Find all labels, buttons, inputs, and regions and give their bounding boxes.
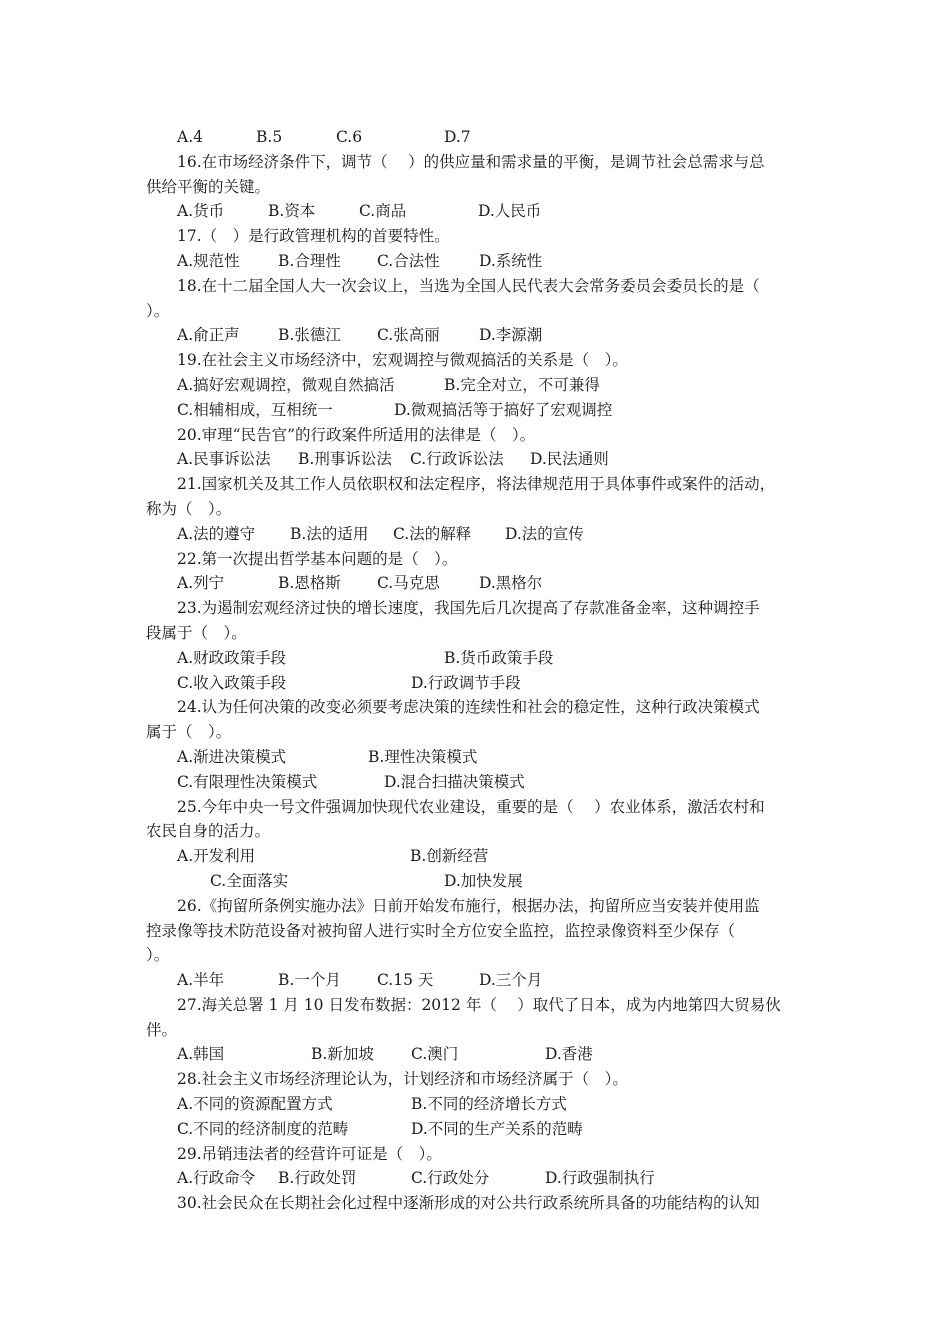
answer-option: C.6 <box>336 128 363 146</box>
answer-option: A.韩国 <box>177 1045 225 1064</box>
question-text: 23.为遏制宏观经济过快的增长速度，我国先后几次提高了存款准备金率，这种调控手 <box>177 599 760 618</box>
answer-option: A.渐进决策模式 <box>177 747 287 766</box>
answer-option: A.开发利用 <box>177 847 256 866</box>
answer-option: D.黑格尔 <box>479 574 543 593</box>
answer-options-row <box>146 373 816 398</box>
answer-option: D.李源潮 <box>479 326 543 345</box>
question-text: 17.（ ）是行政管理机构的首要特性。 <box>177 227 450 246</box>
answer-option: D.三个月 <box>479 971 543 990</box>
question-text-continued: 称为（ ）。 <box>146 499 232 518</box>
answer-option: A.4 <box>177 128 203 146</box>
question-text: 30.社会民众在长期社会化过程中逐渐形成的对公共行政系统所具备的功能结构的认知 <box>177 1194 760 1213</box>
answer-options-row <box>146 398 816 423</box>
answer-option: A.半年 <box>177 971 225 990</box>
answer-options-row <box>146 199 816 224</box>
answer-option: D.混合扫描决策模式 <box>384 772 525 791</box>
answer-option: A.法的遵守 <box>177 524 256 543</box>
answer-option: A.规范性 <box>177 251 240 270</box>
answer-option: B.法的适用 <box>290 524 369 543</box>
answer-options-row <box>146 323 816 348</box>
answer-option: A.财政政策手段 <box>177 648 287 667</box>
answer-options-row <box>146 522 816 547</box>
question-text-continued: 农民自身的活力。 <box>146 822 271 841</box>
answer-option: C.张高丽 <box>377 326 440 345</box>
answer-option: B.新加坡 <box>311 1045 374 1064</box>
answer-option: D.系统性 <box>479 251 543 270</box>
answer-option: B.完全对立，不可兼得 <box>444 375 600 394</box>
answer-option: B.不同的经济增长方式 <box>411 1095 567 1114</box>
question-text: 26.《拘留所条例实施办法》日前开始发布施行，根据办法，拘留所应当安装并使用监 <box>177 896 760 915</box>
answer-option: B.资本 <box>268 202 316 221</box>
answer-options-row <box>146 745 816 770</box>
answer-option: D.法的宣传 <box>505 524 584 543</box>
answer-options-row <box>146 249 816 274</box>
answer-option: A.不同的资源配置方式 <box>177 1095 333 1114</box>
answer-option: D.微观搞活等于搞好了宏观调控 <box>394 400 613 419</box>
answer-option: C.相辅相成，互相统一 <box>177 400 333 419</box>
question-text-continued: 控录像等技术防范设备对被拘留人进行实时全方位安全监控，监控录像资料至少保存（ <box>146 921 736 940</box>
answer-option: B.行政处罚 <box>278 1169 357 1188</box>
answer-options-row <box>146 571 816 596</box>
question-text: 28.社会主义市场经济理论认为，计划经济和市场经济属于（ ）。 <box>177 1070 628 1089</box>
answer-option: D.加快发展 <box>444 871 523 890</box>
answer-option: C.合法性 <box>377 251 440 270</box>
answer-option: B.5 <box>256 128 283 146</box>
answer-option: C.有限理性决策模式 <box>177 772 318 791</box>
answer-option: A.民事诉讼法 <box>177 450 271 469</box>
answer-options-row <box>146 447 816 472</box>
question-text: 21.国家机关及其工作人员依职权和法定程序，将法律规范用于具体事件或案件的活动， <box>177 475 776 494</box>
question-text-continued: ）。 <box>146 946 170 965</box>
answer-option: D.人民币 <box>478 202 542 221</box>
question-text-continued: 段属于（ ）。 <box>146 623 247 642</box>
answer-options-row <box>146 1166 816 1191</box>
answer-option: B.刑事诉讼法 <box>298 450 392 469</box>
answer-option: C.15 天 <box>377 971 434 990</box>
answer-options-row <box>146 869 816 894</box>
answer-option: B.合理性 <box>278 251 341 270</box>
answer-option: C.收入政策手段 <box>177 673 287 692</box>
question-text: 20.审理“民告官”的行政案件所适用的法律是（ ）。 <box>177 425 536 444</box>
answer-option: B.一个月 <box>278 971 341 990</box>
question-text: 22.第一次提出哲学基本问题的是（ ）。 <box>177 549 458 568</box>
answer-option: C.行政诉讼法 <box>410 450 504 469</box>
exam-document <box>146 125 816 1216</box>
question-text-continued: 属于（ ）。 <box>146 723 232 742</box>
answer-option: C.全面落实 <box>210 871 289 890</box>
question-text: 19.在社会主义市场经济中，宏观调控与微观搞活的关系是（ ）。 <box>177 351 628 370</box>
answer-option: A.搞好宏观调控，微观自然搞活 <box>177 375 395 394</box>
answer-options-row <box>146 770 816 795</box>
question-text-continued: ）。 <box>146 301 170 320</box>
answer-option: C.行政处分 <box>411 1169 490 1188</box>
answer-option: C.马克思 <box>377 574 440 593</box>
question-text-continued: 伴。 <box>146 1020 178 1039</box>
question-text: 27.海关总署 1 月 10 日发布数据：2012 年（ ）取代了日本，成为内地第四大贸易伙 <box>177 995 781 1014</box>
answer-option: D.7 <box>444 128 471 146</box>
answer-options-row <box>146 125 816 150</box>
answer-option: D.香港 <box>545 1045 593 1064</box>
answer-options-row <box>146 1092 816 1117</box>
question-text: 24.认为任何决策的改变必须要考虑决策的连续性和社会的稳定性，这种行政决策模式 <box>177 698 760 717</box>
answer-option: D.行政调节手段 <box>411 673 521 692</box>
answer-options-row <box>146 1042 816 1067</box>
answer-option: D.行政强制执行 <box>545 1169 655 1188</box>
question-text: 16.在市场经济条件下，调节（ ）的供应量和需求量的平衡，是调节社会总需求与总 <box>177 152 765 171</box>
answer-option: B.恩格斯 <box>278 574 341 593</box>
answer-option: B.张德江 <box>278 326 341 345</box>
answer-options-row <box>146 968 816 993</box>
answer-options-row <box>146 844 816 869</box>
answer-option: B.创新经营 <box>410 847 489 866</box>
question-text: 25.今年中央一号文件强调加快现代农业建设，重要的是（ ）农业体系，激活农村和 <box>177 797 765 816</box>
answer-options-row <box>146 671 816 696</box>
answer-options-row <box>146 646 816 671</box>
answer-option: A.俞正声 <box>177 326 240 345</box>
answer-option: C.法的解释 <box>393 524 472 543</box>
question-text: 18.在十二届全国人大一次会议上，当选为全国人民代表大会常务委员会委员长的是（ <box>177 276 760 295</box>
answer-option: D.民法通则 <box>530 450 609 469</box>
answer-option: C.不同的经济制度的范畴 <box>177 1119 349 1138</box>
answer-option: D.不同的生产关系的范畴 <box>411 1119 583 1138</box>
answer-option: B.货币政策手段 <box>444 648 554 667</box>
answer-option: A.列宁 <box>177 574 225 593</box>
answer-option: A.行政命令 <box>177 1169 256 1188</box>
question-text-continued: 供给平衡的关键。 <box>146 177 271 196</box>
question-text: 29.吊销违法者的经营许可证是（ ）。 <box>177 1144 442 1163</box>
answer-option: B.理性决策模式 <box>368 747 478 766</box>
answer-option: C.澳门 <box>411 1045 459 1064</box>
answer-options-row <box>146 1117 816 1142</box>
answer-option: C.商品 <box>359 202 407 221</box>
answer-option: A.货币 <box>177 202 225 221</box>
